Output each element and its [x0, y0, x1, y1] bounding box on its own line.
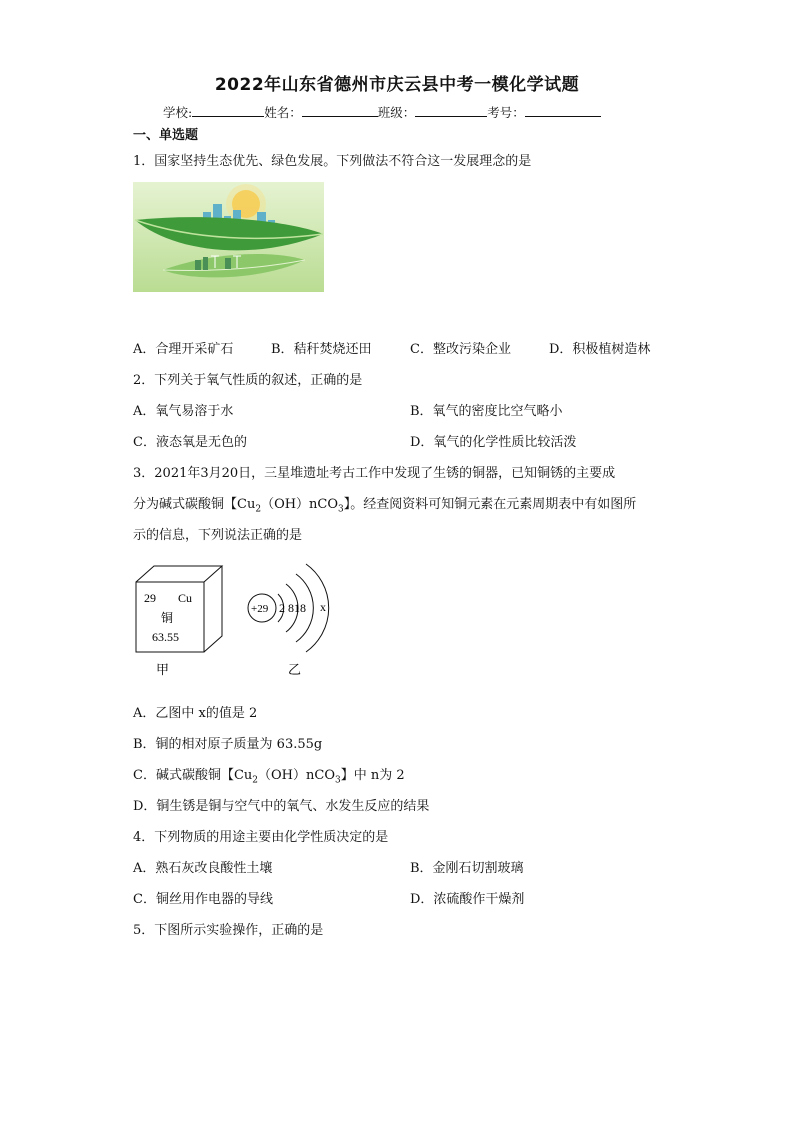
figure-label-jia: 甲 — [156, 663, 170, 678]
figure-label-yi: 乙 — [288, 663, 302, 678]
q4-option-a[interactable]: A．熟石灰改良酸性土壤 — [133, 861, 273, 876]
element-symbol: Cu — [178, 591, 193, 605]
q2-option-a[interactable]: A．氧气易溶于水 — [133, 404, 234, 419]
atomic-mass: 63.55 — [152, 630, 179, 644]
q2-stem: 2．下列关于氧气性质的叙述，正确的是 — [133, 373, 363, 388]
electron-x: x — [320, 600, 326, 614]
q3-stem-line2-b: （OH）nCO — [261, 497, 339, 512]
q3-option-c-a: C．碱式碳酸铜【Cu — [133, 768, 253, 783]
q3-option-c[interactable] — [133, 764, 405, 786]
q1-option-a[interactable]: A．合理开采矿石 — [133, 342, 234, 357]
q3-stem-line2-sub: 2 — [255, 504, 262, 515]
atomic-number: 29 — [144, 591, 156, 605]
q4-option-b[interactable]: B．金刚石切割玻璃 — [410, 861, 524, 876]
q2-option-b[interactable]: B．氧气的密度比空气略小 — [410, 404, 563, 419]
exam-no-label: 考号： — [487, 105, 525, 120]
element-card-top — [136, 566, 222, 582]
q3-option-b[interactable]: B．铜的相对原子质量为 63.55g — [133, 737, 323, 752]
q3-option-c-sub2: 3 — [335, 775, 341, 786]
q2-option-d[interactable]: D．氧气的化学性质比较活泼 — [410, 435, 577, 450]
q4-option-c[interactable]: C．铜丝用作电器的导线 — [133, 892, 273, 907]
exam-no-blank[interactable] — [525, 103, 601, 117]
class-blank[interactable] — [415, 103, 487, 117]
section-heading: 一、单选题 — [133, 128, 199, 143]
q5-stem: 5．下图所示实验操作，正确的是 — [133, 923, 324, 938]
q3-stem-line2-c: 】。经查阅资料可知铜元素在元素周期表中有如图所 — [343, 497, 637, 512]
school-blank[interactable] — [192, 103, 264, 117]
q3-option-c-b: （OH）nCO — [258, 768, 335, 783]
element-name: 铜 — [161, 611, 174, 625]
school-label: 学校: — [163, 105, 193, 120]
green-leaf-city-image — [133, 182, 324, 292]
q3-stem-line3: 示的信息，下列说法正确的是 — [133, 528, 303, 543]
student-info-line — [163, 103, 601, 121]
q3-stem-line1: 3．2021年3月20日，三星堆遗址考古工作中发现了生锈的铜器，已知铜锈的主要成 — [133, 466, 616, 481]
q2-option-c[interactable]: C．液态氧是无色的 — [133, 435, 247, 450]
q3-option-a[interactable]: A．乙图中 x的值是 2 — [133, 706, 258, 721]
q1-stem: 1．国家坚持生态优先、绿色发展。下列做法不符合这一发展理念的是 — [133, 154, 532, 169]
copper-element-figure — [130, 560, 340, 685]
q1-option-b[interactable]: B．秸秆焚烧还田 — [271, 342, 372, 357]
page-title: 2022年山东省德州市庆云县中考一模化学试题 — [214, 75, 580, 95]
q1-option-c[interactable]: C．整改污染企业 — [410, 342, 511, 357]
q3-option-d[interactable]: D．铜生锈是铜与空气中的氧气、水发生反应的结果 — [133, 799, 430, 814]
class-label: 班级： — [377, 105, 416, 120]
nucleus-charge: +29 — [251, 603, 269, 615]
q3-stem-line2 — [133, 493, 636, 515]
q4-stem: 4．下列物质的用途主要由化学性质决定的是 — [133, 830, 389, 845]
q3-option-c-c: 】中 n为 2 — [340, 768, 405, 783]
q3-option-c-sub: 2 — [252, 775, 259, 786]
name-blank[interactable] — [302, 103, 378, 117]
element-card-side — [204, 566, 222, 652]
q3-stem-line2-a: 分为碱式碳酸铜【Cu — [133, 497, 256, 512]
q3-stem-line2-sub2: 3 — [338, 504, 344, 515]
name-label: 姓名： — [264, 105, 302, 120]
q4-option-d[interactable]: D．浓硫酸作干燥剂 — [410, 892, 525, 907]
q1-option-d[interactable]: D．积极植树造林 — [549, 342, 651, 357]
electron-counts: 2 818 — [279, 601, 306, 615]
